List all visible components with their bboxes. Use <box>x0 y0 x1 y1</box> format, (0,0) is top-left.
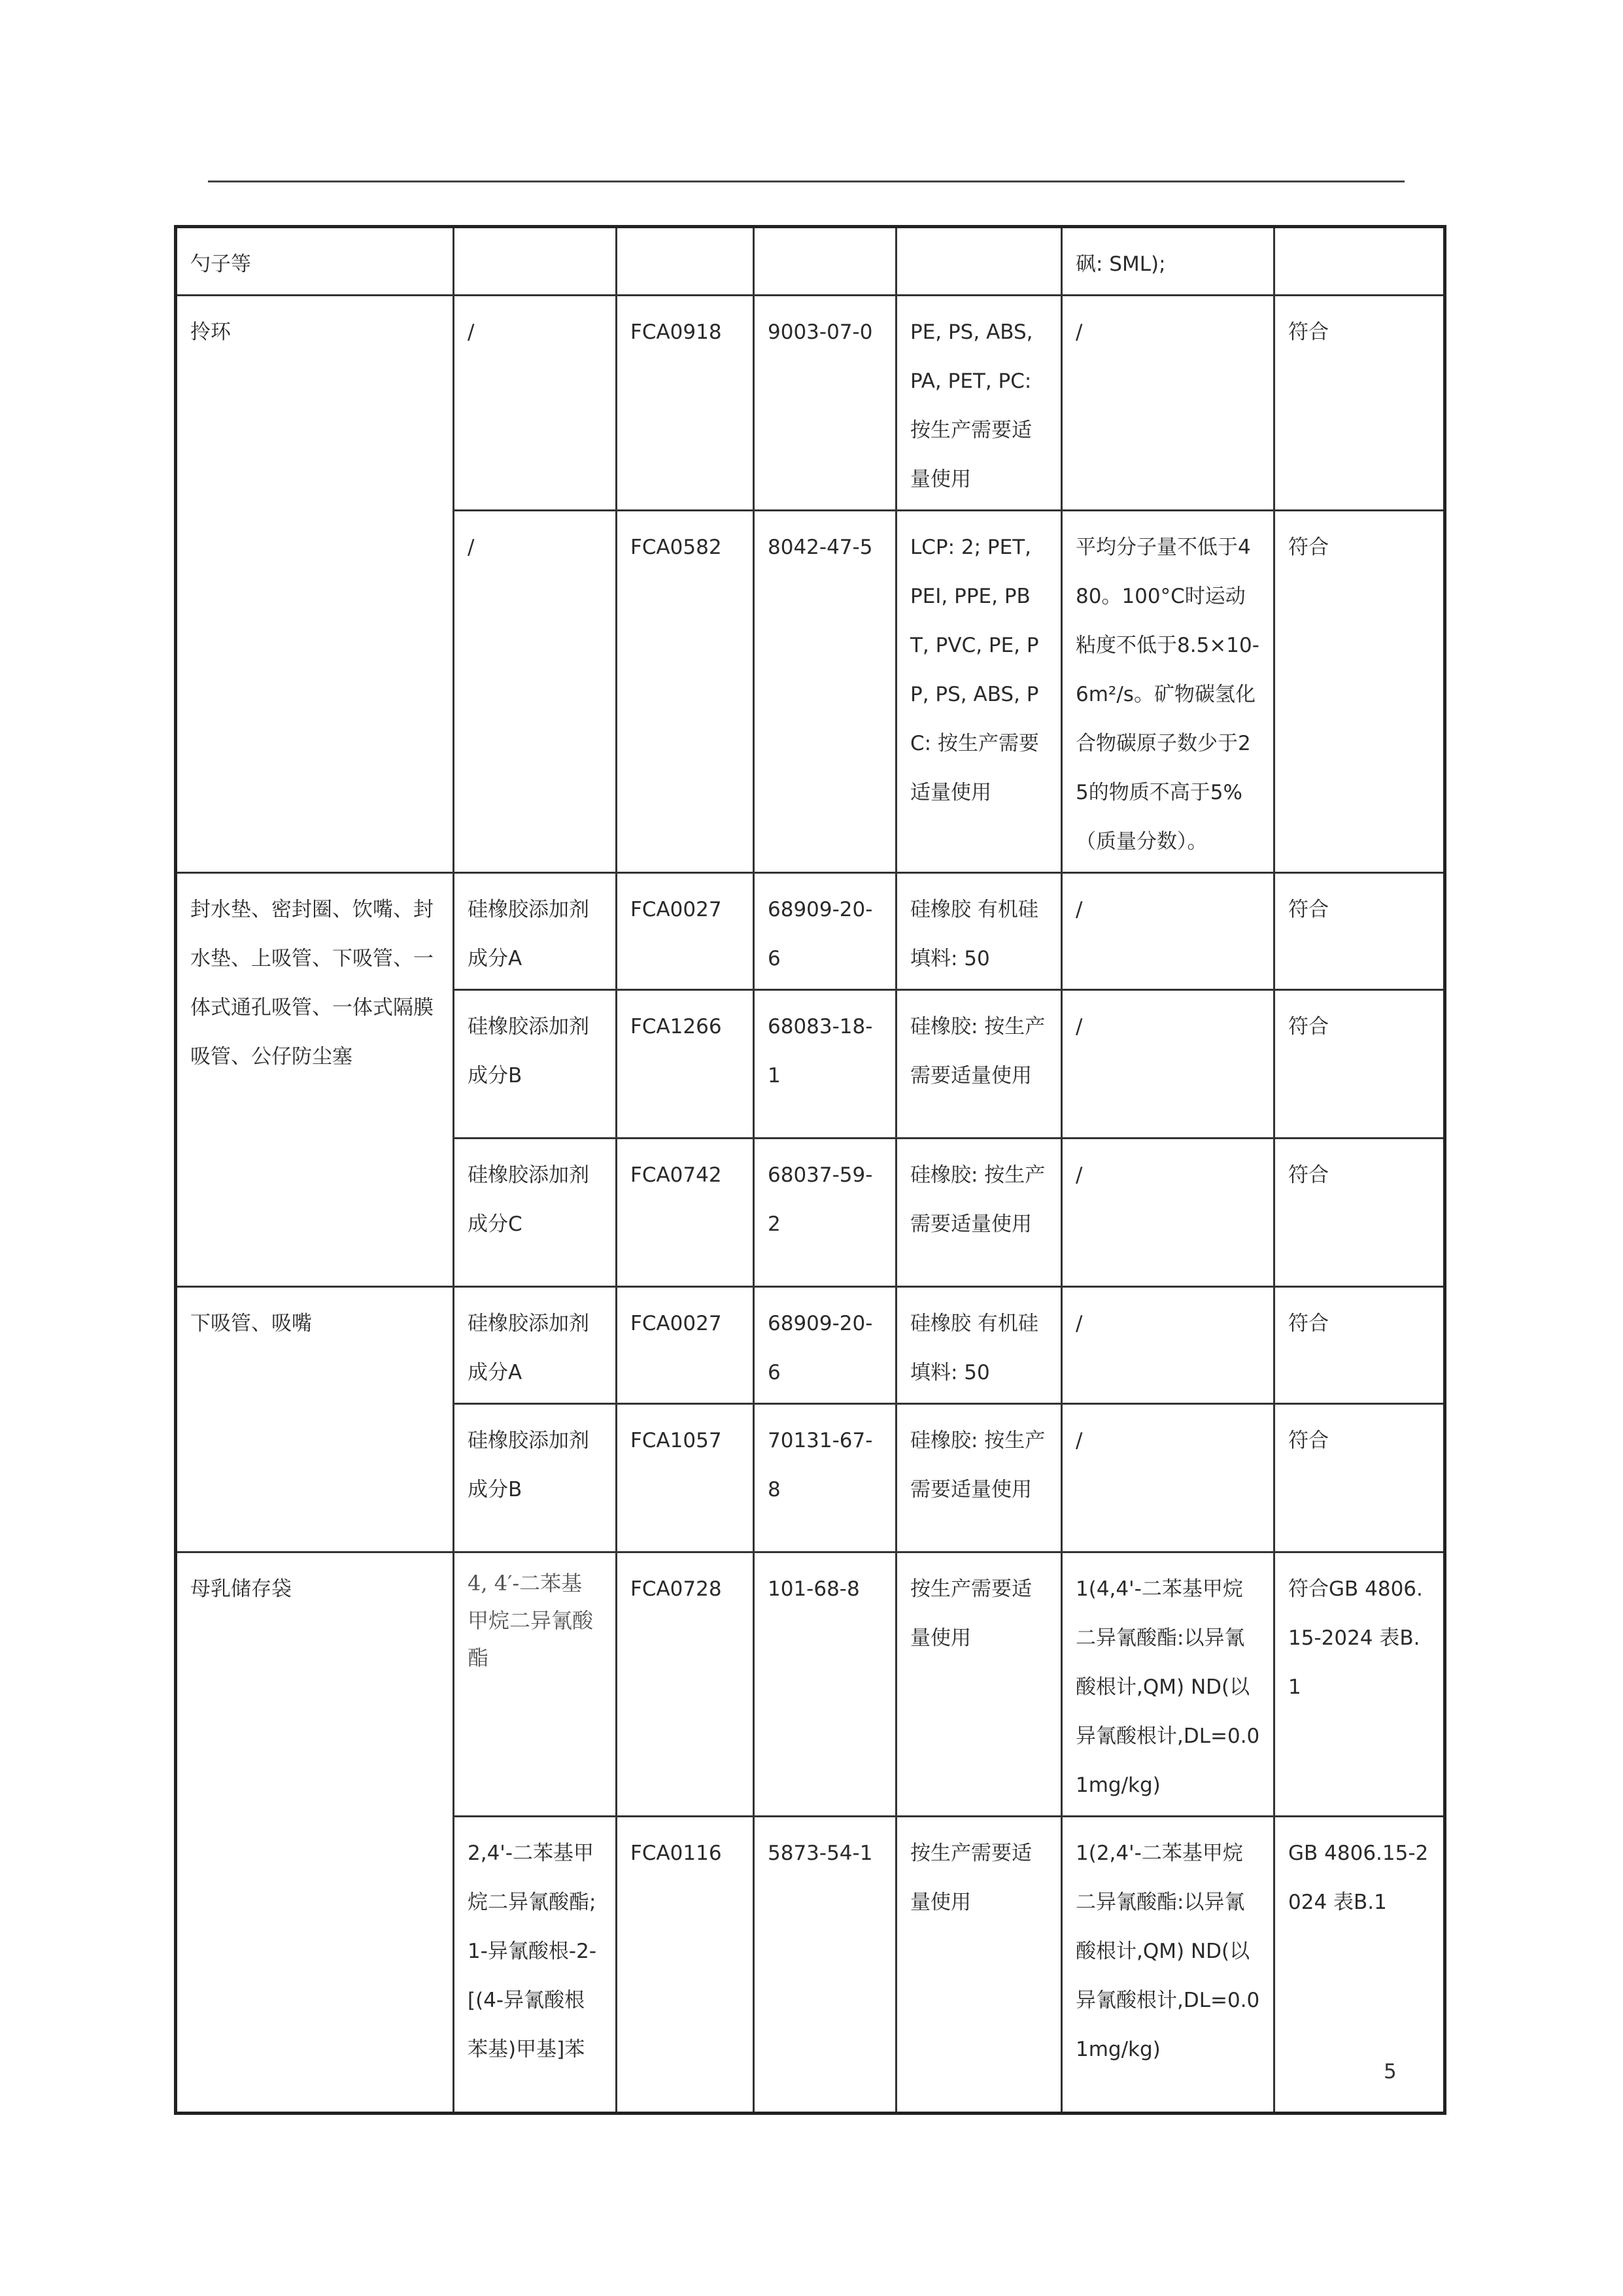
table-cell: 1(2,4'-二苯基甲烷二异氰酸酯:以异氰酸根计,QM) ND(以异氰酸根计,DL=0.01mg/kg) <box>1062 1817 1274 2114</box>
table-cell <box>454 227 617 296</box>
table-cell: 硅橡胶添加剂成分B <box>454 990 617 1139</box>
table-cell: 砜: SML); <box>1062 227 1274 296</box>
table-cell <box>754 227 897 296</box>
table-cell: 硅橡胶: 按生产需要适量使用 <box>897 990 1062 1139</box>
table-cell: FCA0027 <box>617 873 754 990</box>
table-cell: 母乳储存袋 <box>176 1552 454 2114</box>
table-cell: 符合GB 4806.15-2024 表B.1 <box>1274 1552 1445 1817</box>
table-cell: LCP: 2; PET, PEI, PPE, PBT, PVC, PE, PP, PS, ABS, PC: 按生产需要适量使用 <box>897 511 1062 873</box>
table-cell: FCA0918 <box>617 296 754 511</box>
table-cell: / <box>1062 990 1274 1139</box>
table-cell: 符合 <box>1274 511 1445 873</box>
table-cell: 拎环 <box>176 296 454 873</box>
table-row <box>176 873 1445 990</box>
table-cell: PE, PS, ABS, PA, PET, PC: 按生产需要适量使用 <box>897 296 1062 511</box>
table-cell: FCA0582 <box>617 511 754 873</box>
table-cell: 符合 <box>1274 873 1445 990</box>
table-cell: 68037-59-2 <box>754 1139 897 1287</box>
table-cell: FCA1057 <box>617 1404 754 1552</box>
table-row <box>176 1552 1445 1817</box>
table-cell: / <box>454 511 617 873</box>
table-cell: 硅橡胶 有机硅填料: 50 <box>897 873 1062 990</box>
table-cell: 下吸管、吸嘴 <box>176 1287 454 1552</box>
table-cell: 8042-47-5 <box>754 511 897 873</box>
table-cell: FCA1266 <box>617 990 754 1139</box>
table-cell: / <box>1062 1287 1274 1404</box>
table-cell: 101-68-8 <box>754 1552 897 1817</box>
table-cell: 1(4,4'-二苯基甲烷二异氰酸酯:以异氰酸根计,QM) ND(以异氰酸根计,DL=0.01mg/kg) <box>1062 1552 1274 1817</box>
table-cell <box>897 227 1062 296</box>
table-cell: 68909-20-6 <box>754 873 897 990</box>
table-cell: FCA0742 <box>617 1139 754 1287</box>
table-cell: 封水垫、密封圈、饮嘴、封水垫、上吸管、下吸管、一体式通孔吸管、一体式隔膜吸管、公仔防尘塞 <box>176 873 454 1287</box>
table-cell: 符合 <box>1274 990 1445 1139</box>
table-cell: 符合 <box>1274 1404 1445 1552</box>
table-cell: / <box>454 296 617 511</box>
table-cell: 68083-18-1 <box>754 990 897 1139</box>
table-cell: / <box>1062 873 1274 990</box>
table-cell: 5873-54-1 <box>754 1817 897 2114</box>
table-row <box>176 227 1445 296</box>
table-cell: 硅橡胶添加剂成分C <box>454 1139 617 1287</box>
table-cell: / <box>1062 296 1274 511</box>
table-cell <box>1274 227 1445 296</box>
table-cell: 勺子等 <box>176 227 454 296</box>
table-cell: 4, 4′-二苯基甲烷二异氰酸酯 <box>454 1552 617 1817</box>
table-cell: 2,4'-二苯基甲烷二异氰酸酯;1-异氰酸根-2-[(4-异氰酸根苯基)甲基]苯 <box>454 1817 617 2114</box>
table-cell: 9003-07-0 <box>754 296 897 511</box>
table-cell: 符合 <box>1274 1139 1445 1287</box>
table-row <box>176 1287 1445 1404</box>
table-cell: GB 4806.15-2024 表B.1 <box>1274 1817 1445 2114</box>
table-cell: FCA0027 <box>617 1287 754 1404</box>
table-cell: FCA0728 <box>617 1552 754 1817</box>
table-cell: 硅橡胶 有机硅填料: 50 <box>897 1287 1062 1404</box>
table-cell: 按生产需要适量使用 <box>897 1817 1062 2114</box>
table-cell: 68909-20-6 <box>754 1287 897 1404</box>
table-cell: / <box>1062 1139 1274 1287</box>
table-cell: 符合 <box>1274 1287 1445 1404</box>
table-cell: 符合 <box>1274 296 1445 511</box>
table-cell: 硅橡胶添加剂成分A <box>454 1287 617 1404</box>
table-cell: 硅橡胶添加剂成分A <box>454 873 617 990</box>
table-cell: 硅橡胶添加剂成分B <box>454 1404 617 1552</box>
table-cell: 70131-67-8 <box>754 1404 897 1552</box>
table-cell: 硅橡胶: 按生产需要适量使用 <box>897 1404 1062 1552</box>
page-number: 5 <box>1384 2060 1397 2083</box>
table-cell: / <box>1062 1404 1274 1552</box>
table-row <box>176 296 1445 511</box>
table-cell: 硅橡胶: 按生产需要适量使用 <box>897 1139 1062 1287</box>
header-rule <box>208 180 1405 182</box>
table-cell: 按生产需要适量使用 <box>897 1552 1062 1817</box>
table-cell: FCA0116 <box>617 1817 754 2114</box>
table-cell <box>617 227 754 296</box>
compliance-table <box>174 225 1446 2115</box>
table-cell: 平均分子量不低于480。100°C时运动粘度不低于8.5×10-6m²/s。矿物碳氢化合物碳原子数少于25的物质不高于5%（质量分数）。 <box>1062 511 1274 873</box>
